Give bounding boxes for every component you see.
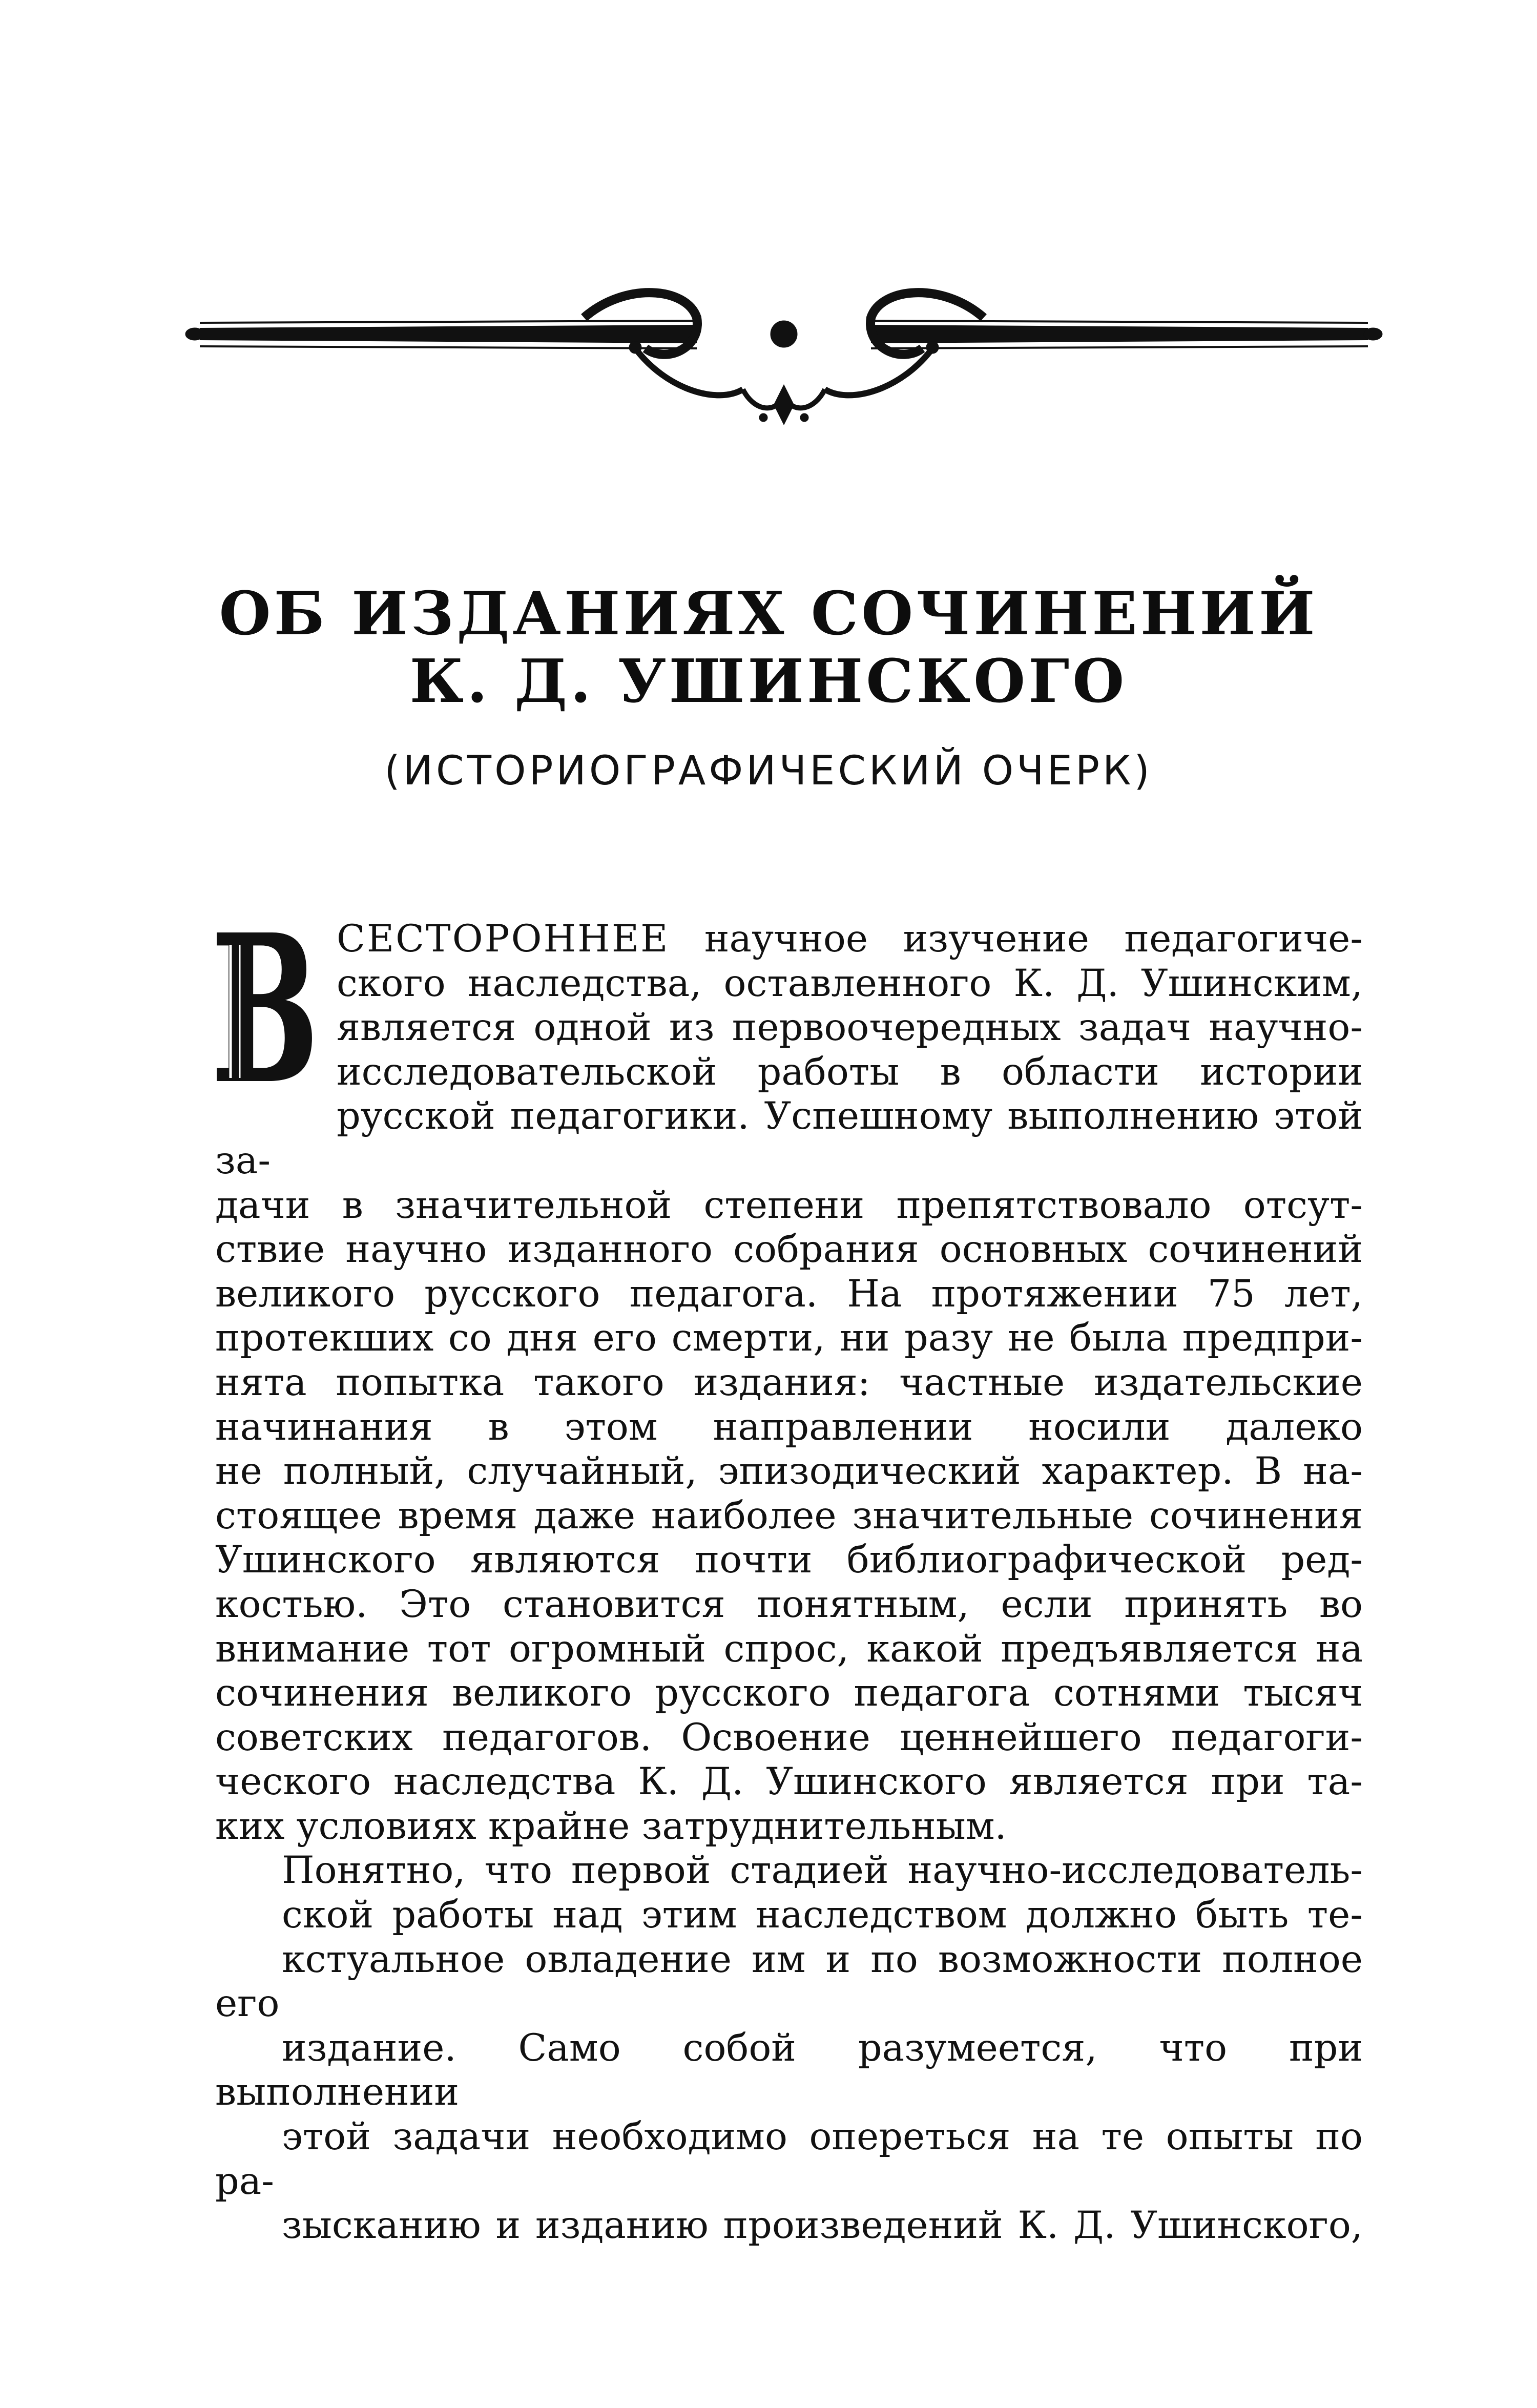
- text-line: Ушинского являются почти библиографической ред-: [215, 1538, 1363, 1582]
- text-line: зысканию и изданию произведений К. Д. Ушинского,: [282, 2204, 1363, 2248]
- text-line: ского наследства, оставленного К. Д. Ушинским,: [337, 961, 1363, 1005]
- text-line: дачи в значительной степени препятствовало отсут-: [215, 1183, 1363, 1227]
- drop-cap-letter: В: [211, 891, 319, 1129]
- text-line: советских педагогов. Освоение ценнейшего педагоги-: [215, 1715, 1363, 1759]
- page-title-line-1: ОБ ИЗДАНИЯХ СОЧИНЕНИЙ: [219, 579, 1318, 649]
- text-line-content: научное изучение педагогиче-: [704, 917, 1363, 961]
- body-text: [211, 891, 1363, 2248]
- lead-word: СЕСТОРОННЕЕ: [337, 917, 670, 961]
- text-line: этой задачи необходимо опереться на те опыты по ра-: [215, 2115, 1363, 2203]
- text-line: стоящее время даже наиболее значительные сочинения: [215, 1493, 1363, 1538]
- text-line: ской работы над этим наследством должно быть те-: [282, 1893, 1363, 1937]
- text-line: является одной из первоочередных задач научно-: [337, 1006, 1363, 1050]
- text-line: [215, 917, 1363, 962]
- text-line: ких условиях крайне затруднительным.: [215, 1804, 1007, 1848]
- text-line: исследовательской работы в области истории: [337, 1050, 1363, 1094]
- text-line: протекших со дня его смерти, ни разу не была предпри-: [215, 1316, 1363, 1360]
- paragraph-2: [215, 1849, 1363, 2248]
- text-line: издание. Само собой разумеется, что при выполнении: [215, 2026, 1363, 2114]
- text-line: сочинения великого русского педагога сотнями тысяч: [215, 1671, 1363, 1715]
- text-line: ческого наследства К. Д. Ушинского является при та-: [215, 1760, 1363, 1804]
- page-subtitle: (ИСТОРИОГРАФИЧЕСКИЙ ОЧЕРК): [384, 748, 1153, 794]
- text-line: костью. Это становится понятным, если принять во: [215, 1582, 1363, 1626]
- text-line: великого русского педагога. На протяжении 75 лет,: [215, 1272, 1363, 1316]
- paragraph-1: [211, 891, 1363, 1849]
- text-line: ствие научно изданного собрания основных сочинений: [215, 1228, 1363, 1272]
- ornamental-divider: [184, 287, 1383, 441]
- text-line: кстуальное овладение им и по возможности полное его: [215, 1937, 1363, 2026]
- drop-cap: [211, 891, 321, 1129]
- page-title-line-2: К. Д. УШИНСКОГО: [409, 647, 1128, 716]
- text-line: внимание тот огромный спрос, какой предъявляется на: [215, 1627, 1363, 1671]
- text-line: Понятно, что первой стадией научно-исследователь-: [282, 1849, 1363, 1893]
- text-line: не полный, случайный, эпизодический характер. В на-: [215, 1449, 1363, 1493]
- text-line: русской педагогики. Успешному выполнению этой за-: [215, 1094, 1363, 1182]
- text-line: нята попытка такого издания: частные издательские: [215, 1360, 1363, 1404]
- text-line: начинания в этом направлении носили далеко: [215, 1405, 1363, 1449]
